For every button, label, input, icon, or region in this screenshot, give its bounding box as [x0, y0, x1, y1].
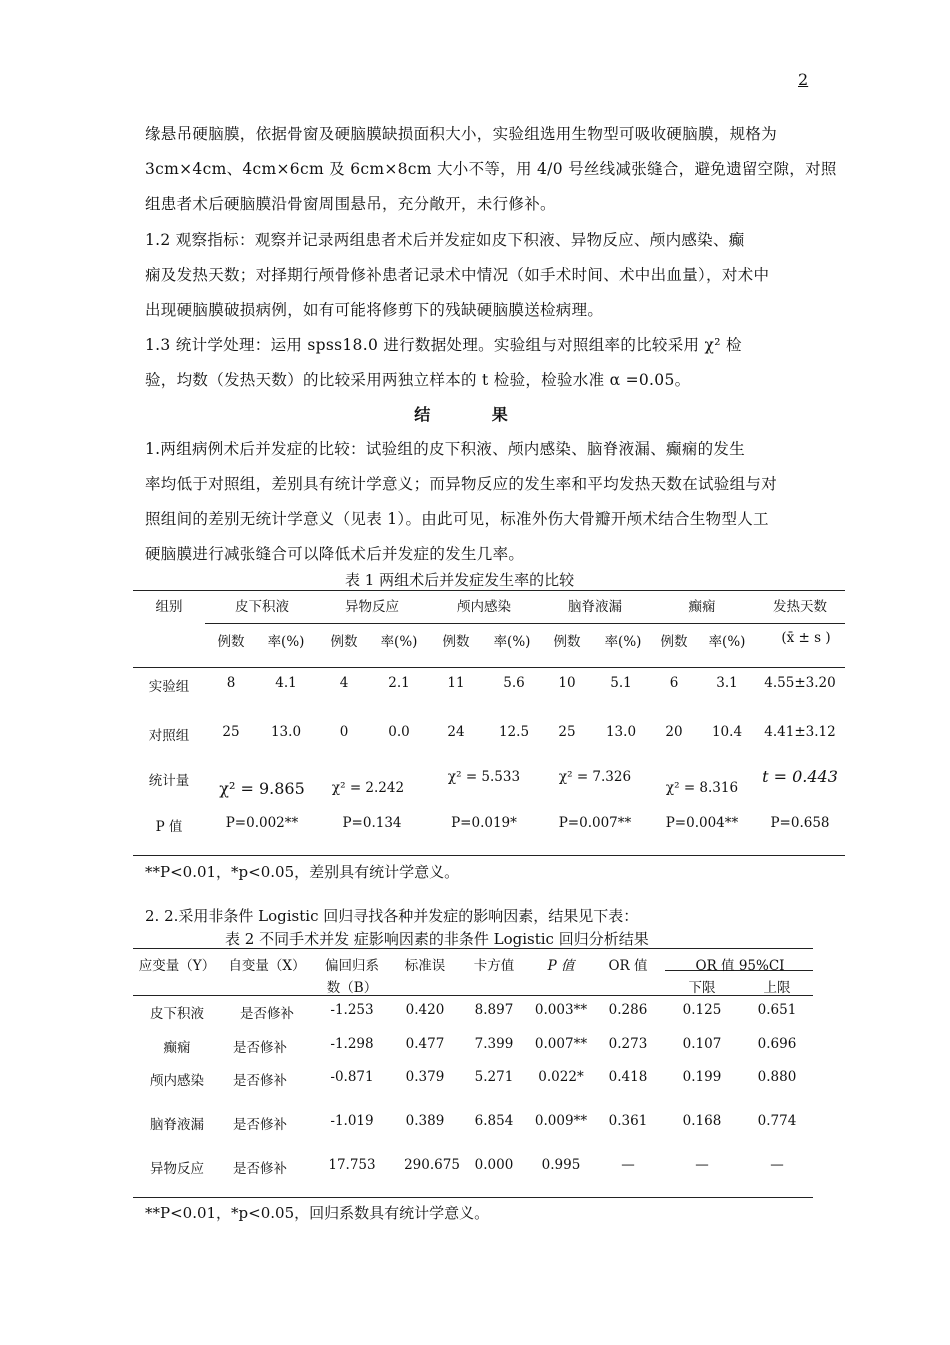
table-cell: 0.000 [474, 1157, 514, 1173]
table-cell: 5.271 [474, 1069, 514, 1085]
table-cell: 是否修补 [233, 1040, 287, 1056]
body-text-line: 1.3 统计学处理：运用 spss18.0 进行数据处理。实验组与对照组率的比较采用 χ² 检 [145, 336, 742, 354]
p-cell: P=0.002** [225, 815, 299, 831]
table-cell: 癫痫 [163, 1040, 191, 1056]
table-cell: 0.009** [534, 1113, 588, 1129]
table-cell: 0.696 [757, 1036, 797, 1052]
table-cell: 是否修补 [233, 1117, 287, 1133]
col-header: 异物反应 [345, 599, 399, 615]
row-label: 对照组 [148, 728, 190, 744]
sub-header: 例数 [217, 634, 245, 650]
section-2-intro: 2. 2.采用非条件 Logistic 回归寻找各种并发症的影响因素，结果见下表： [145, 907, 639, 925]
results-text-line: 1.两组病例术后并发症的比较：试验组的皮下积液、颅内感染、脑脊液漏、癫痫的发生 [145, 440, 745, 458]
col-header: 卡方值 [473, 958, 515, 974]
sub-header: 例数 [660, 634, 688, 650]
table-bottom-rule [133, 1197, 813, 1198]
table-cell: 是否修补 [233, 1161, 287, 1177]
table-cell: 13.0 [605, 724, 637, 740]
table-cell: 0 [339, 724, 349, 740]
col-header: 发热天数 [773, 599, 827, 615]
table-cell: 0.199 [682, 1069, 722, 1085]
sub-header: 率(%) [493, 634, 531, 650]
body-text-line: 组患者术后硬脑膜沿骨窗周围悬吊，充分敞开，未行修补。 [145, 195, 556, 213]
table-cell: 5.1 [610, 675, 632, 691]
table-bottom-rule [133, 855, 845, 856]
table-cell: 0.168 [682, 1113, 722, 1129]
body-text-line: 出现硬脑膜破损病例，如有可能将修剪下的残缺硬脑膜送检病理。 [145, 301, 604, 319]
table-cell: 0.107 [682, 1036, 722, 1052]
col-header: 癫痫 [688, 599, 716, 615]
table-cell: — [695, 1157, 709, 1173]
table-cell: 是否修补 [233, 1073, 287, 1089]
table-cell: -1.253 [330, 1002, 374, 1018]
table-cell: 0.651 [757, 1002, 797, 1018]
table-cell: 0.022* [538, 1069, 584, 1085]
sub-header: 率(%) [380, 634, 418, 650]
table-cell: 2.1 [388, 675, 410, 691]
table-cell: 6 [669, 675, 679, 691]
p-cell: P=0.004** [665, 815, 739, 831]
results-heading: 结 果 [414, 405, 536, 424]
col-header: 应变量（Y） [138, 958, 216, 974]
table-cell: 4.55±3.20 [764, 675, 836, 691]
table-cell: -0.871 [330, 1069, 374, 1085]
table-cell: 皮下积液 [150, 1006, 204, 1022]
table-cell: 0.389 [405, 1113, 445, 1129]
sub-header: 率(%) [604, 634, 642, 650]
table-cell: 290.675 [404, 1157, 460, 1173]
table-cell: 8 [226, 675, 236, 691]
body-text-line: 验，均数（发热天数）的比较采用两独立样本的 t 检验，检验水准 α =0.05。 [145, 371, 691, 389]
table-cell: 0.007** [534, 1036, 588, 1052]
body-text-line: 缘悬吊硬脑膜，依据骨窗及硬脑膜缺损面积大小，实验组选用生物型可吸收硬脑膜，规格为 [145, 125, 778, 143]
table-top-rule [133, 590, 845, 591]
col-header: OR 值 95%CI [695, 958, 785, 974]
table-cell: 20 [665, 724, 683, 740]
col-header: 下限 [688, 980, 716, 996]
row-label: 统计量 [148, 773, 190, 789]
body-text-line: 1.2 观察指标：观察并记录两组患者术后并发症如皮下积液、异物反应、颅内感染、癫 [145, 231, 745, 249]
stat-cell: χ² = 7.326 [558, 769, 632, 785]
col-header: 标准误 [404, 958, 446, 974]
p-cell: P=0.019* [451, 815, 517, 831]
table-cell: — [770, 1157, 784, 1173]
col-header: 脑脊液漏 [568, 599, 622, 615]
p-cell: P=0.007** [558, 815, 632, 831]
table-cell: 0.774 [757, 1113, 797, 1129]
table-cell: 6.854 [474, 1113, 514, 1129]
col-header: 上限 [763, 980, 791, 996]
col-header: OR 值 [608, 958, 648, 974]
table-cell: 4.1 [275, 675, 297, 691]
col-header: 数（B） [326, 980, 378, 996]
p-cell: P=0.658 [770, 815, 830, 831]
col-header: 皮下积液 [235, 599, 289, 615]
table-cell: 25 [558, 724, 576, 740]
stat-cell: χ² = 5.533 [447, 769, 521, 785]
table-cell: 0.379 [405, 1069, 445, 1085]
col-header-group: 组别 [155, 599, 183, 615]
stat-cell: χ² = 8.316 [665, 780, 739, 796]
table-cell: 0.995 [541, 1157, 581, 1173]
results-text-line: 照组间的差别无统计学意义（见表 1）。由此可见，标准外伤大骨瓣开颅术结合生物型人工 [145, 510, 769, 528]
table-cell: — [621, 1157, 635, 1173]
body-text-line: 3cm×4cm、4cm×6cm 及 6cm×8cm 大小不等，用 4/0 号丝线减张缝合，避免遗留空隙，对照 [145, 160, 837, 178]
table-cell: 4.41±3.12 [764, 724, 836, 740]
sub-header: 例数 [553, 634, 581, 650]
body-text-line: 痫及发热天数；对择期行颅骨修补患者记录术中情况（如手术时间、术中出血量），对术中 [145, 266, 770, 284]
table-mid-rule [133, 667, 845, 668]
table-top-rule [133, 948, 813, 949]
table-cell: 13.0 [270, 724, 302, 740]
table-cell: 25 [222, 724, 240, 740]
col-header: 自变量（X） [228, 958, 306, 974]
results-text-line: 硬脑膜进行减张缝合可以降低术后并发症的发生几率。 [145, 545, 525, 563]
table-cell: 0.273 [608, 1036, 648, 1052]
table-cell: 0.0 [388, 724, 410, 740]
table-cell: 7.399 [474, 1036, 514, 1052]
stat-cell: t = 0.443 [762, 767, 838, 786]
col-header: P 值 [547, 958, 575, 974]
table-cell: 10 [558, 675, 576, 691]
stat-cell: χ² = 9.865 [219, 779, 305, 798]
table-cell: 0.418 [608, 1069, 648, 1085]
col-header: 偏回归系 [325, 958, 379, 974]
table-cell: 24 [447, 724, 465, 740]
results-text-line: 率均低于对照组，差别具有统计学意义；而异物反应的发生率和平均发热天数在试验组与对 [145, 475, 778, 493]
table-cell: 0.477 [405, 1036, 445, 1052]
table-2-footnote: **P<0.01，*p<0.05，回归系数具有统计学意义。 [145, 1204, 490, 1222]
row-label: 实验组 [148, 679, 190, 695]
table-cell: 3.1 [716, 675, 738, 691]
sub-header: 率(%) [708, 634, 746, 650]
row-label: P 值 [155, 819, 183, 835]
table-cell: 4 [339, 675, 349, 691]
table-cell: 颅内感染 [150, 1073, 204, 1089]
table-2-caption: 表 2 不同手术并发 症影响因素的非条件 Logistic 回归分析结果 [225, 930, 649, 948]
table-cell: -1.019 [330, 1113, 374, 1129]
table-cell: 12.5 [498, 724, 530, 740]
stat-cell: χ² = 2.242 [331, 780, 405, 796]
sub-header: 例数 [330, 634, 358, 650]
table-cell: 是否修补 [240, 1006, 294, 1022]
table-cell: 5.6 [503, 675, 525, 691]
table-1-caption: 表 1 两组术后并发症发生率的比较 [345, 571, 575, 589]
table-cell: 10.4 [711, 724, 743, 740]
table-cell: 8.897 [474, 1002, 514, 1018]
table-cell: 0.361 [608, 1113, 648, 1129]
table-cell: 0.125 [682, 1002, 722, 1018]
table-cell: 11 [447, 675, 465, 691]
table-1-footnote: **P<0.01，*p<0.05，差别具有统计学意义。 [145, 863, 460, 881]
p-cell: P=0.134 [342, 815, 402, 831]
table-cell: 脑脊液漏 [150, 1117, 204, 1133]
table-cell: 17.753 [328, 1157, 376, 1173]
table-sub-rule [205, 623, 845, 624]
table-cell: -1.298 [330, 1036, 374, 1052]
table-cell: 0.286 [608, 1002, 648, 1018]
table-cell: 0.003** [534, 1002, 588, 1018]
table-cell: 0.880 [757, 1069, 797, 1085]
page-number: 2 [798, 70, 809, 89]
sub-header: (x̄ ± s ) [781, 630, 831, 646]
col-header: 颅内感染 [457, 599, 511, 615]
table-cell: 0.420 [405, 1002, 445, 1018]
sub-header: 率(%) [267, 634, 305, 650]
table-cell: 异物反应 [150, 1161, 204, 1177]
sub-header: 例数 [442, 634, 470, 650]
